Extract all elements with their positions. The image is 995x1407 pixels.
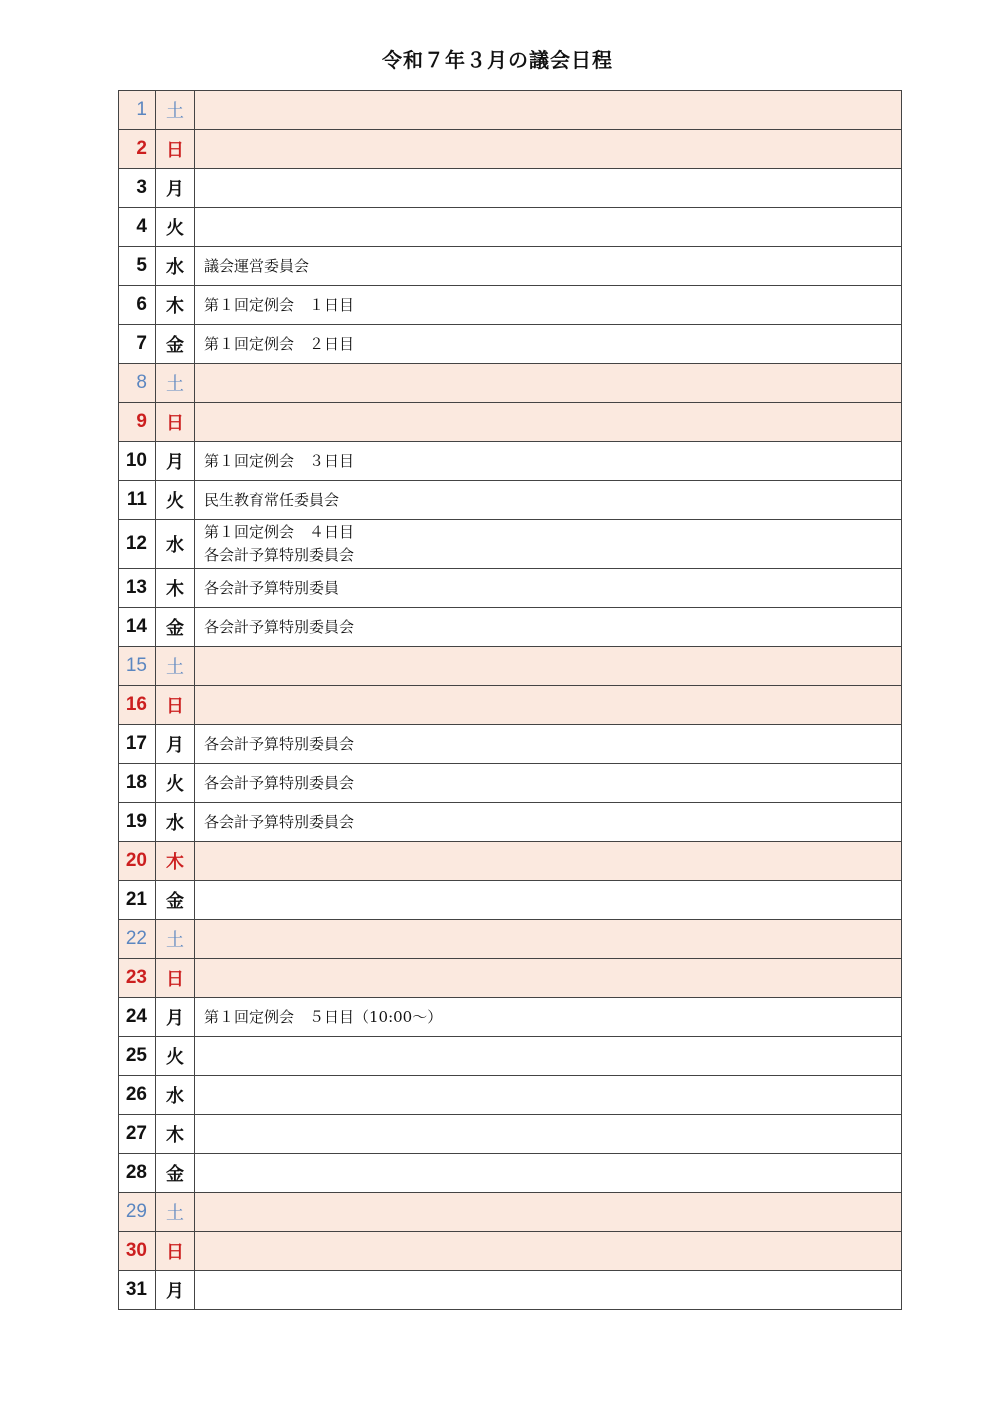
- event-text: 民生教育常任委員会: [204, 490, 340, 509]
- table-row: [119, 1154, 902, 1193]
- day-number: 6: [119, 286, 156, 325]
- weekday-label: 日: [156, 686, 195, 725]
- table-row: [119, 686, 902, 725]
- event-cell: [195, 403, 902, 442]
- event-text: 各会計予算特別委員会: [204, 812, 355, 831]
- table-row: [119, 881, 902, 920]
- day-number: 2: [119, 130, 156, 169]
- weekday-label: 月: [156, 998, 195, 1037]
- event-cell: [195, 998, 902, 1037]
- day-number: 24: [119, 998, 156, 1037]
- event-text: 各会計予算特別委員会: [204, 734, 355, 753]
- event-cell: [195, 481, 902, 520]
- event-cell: [195, 442, 902, 481]
- table-row: [119, 1271, 902, 1310]
- event-text: 第１回定例会 ４日目: [204, 523, 355, 541]
- weekday-label: 土: [156, 647, 195, 686]
- day-number: 19: [119, 803, 156, 842]
- day-number: 28: [119, 1154, 156, 1193]
- event-cell: [195, 169, 902, 208]
- weekday-label: 水: [156, 247, 195, 286]
- weekday-label: 日: [156, 130, 195, 169]
- day-number: 9: [119, 403, 156, 442]
- day-number: 29: [119, 1193, 156, 1232]
- table-row: [119, 442, 902, 481]
- table-row: [119, 1115, 902, 1154]
- table-row: [119, 247, 902, 286]
- table-row: [119, 169, 902, 208]
- weekday-label: 火: [156, 208, 195, 247]
- event-text: 各会計予算特別委員会: [204, 546, 355, 564]
- event-cell: [195, 364, 902, 403]
- day-number: 20: [119, 842, 156, 881]
- weekday-label: 水: [156, 803, 195, 842]
- weekday-label: 日: [156, 1232, 195, 1271]
- event-cell: [195, 725, 902, 764]
- event-cell: [195, 647, 902, 686]
- weekday-label: 木: [156, 569, 195, 608]
- day-number: 15: [119, 647, 156, 686]
- weekday-label: 月: [156, 1271, 195, 1310]
- day-number: 12: [119, 520, 156, 569]
- event-text: 議会運営委員会: [204, 256, 310, 275]
- event-cell: [195, 520, 902, 569]
- weekday-label: 水: [156, 520, 195, 569]
- day-number: 5: [119, 247, 156, 286]
- day-number: 18: [119, 764, 156, 803]
- event-cell: [195, 569, 902, 608]
- schedule-body: [119, 91, 902, 1310]
- day-number: 4: [119, 208, 156, 247]
- event-cell: [195, 208, 902, 247]
- table-row: [119, 998, 902, 1037]
- table-row: [119, 764, 902, 803]
- day-number: 14: [119, 608, 156, 647]
- day-number: 10: [119, 442, 156, 481]
- table-row: [119, 1076, 902, 1115]
- event-text: 第１回定例会 ２日目: [204, 334, 355, 353]
- table-row: [119, 481, 902, 520]
- event-cell: [195, 881, 902, 920]
- day-number: 8: [119, 364, 156, 403]
- event-cell: [195, 686, 902, 725]
- event-cell: [195, 130, 902, 169]
- table-row: [119, 608, 902, 647]
- day-number: 7: [119, 325, 156, 364]
- event-cell: [195, 247, 902, 286]
- day-number: 25: [119, 1037, 156, 1076]
- table-row: [119, 959, 902, 998]
- day-number: 23: [119, 959, 156, 998]
- day-number: 13: [119, 569, 156, 608]
- weekday-label: 金: [156, 881, 195, 920]
- event-text: 各会計予算特別委員会: [204, 773, 355, 792]
- table-row: [119, 920, 902, 959]
- weekday-label: 土: [156, 1193, 195, 1232]
- table-row: [119, 647, 902, 686]
- event-cell: [195, 1271, 902, 1310]
- day-number: 16: [119, 686, 156, 725]
- weekday-label: 木: [156, 842, 195, 881]
- day-number: 30: [119, 1232, 156, 1271]
- table-row: [119, 364, 902, 403]
- event-cell: [195, 1154, 902, 1193]
- table-row: [119, 842, 902, 881]
- weekday-label: 日: [156, 959, 195, 998]
- day-number: 3: [119, 169, 156, 208]
- event-text: 各会計予算特別委員会: [204, 617, 355, 636]
- table-row: [119, 569, 902, 608]
- event-cell: [195, 920, 902, 959]
- event-cell: [195, 764, 902, 803]
- event-cell: [195, 842, 902, 881]
- table-row: [119, 725, 902, 764]
- schedule-table: [118, 90, 902, 1310]
- table-row: [119, 208, 902, 247]
- weekday-label: 金: [156, 325, 195, 364]
- event-cell: [195, 1037, 902, 1076]
- weekday-label: 金: [156, 608, 195, 647]
- weekday-label: 日: [156, 403, 195, 442]
- weekday-label: 水: [156, 1076, 195, 1115]
- table-row: [119, 520, 902, 569]
- event-text: 第１回定例会 ３日目: [204, 451, 355, 470]
- event-cell: [195, 1115, 902, 1154]
- page-title: 令和７年３月の議会日程: [382, 48, 613, 72]
- table-row: [119, 325, 902, 364]
- table-row: [119, 130, 902, 169]
- weekday-label: 月: [156, 725, 195, 764]
- event-cell: [195, 325, 902, 364]
- weekday-label: 火: [156, 481, 195, 520]
- table-row: [119, 286, 902, 325]
- weekday-label: 木: [156, 1115, 195, 1154]
- table-row: [119, 1037, 902, 1076]
- day-number: 11: [119, 481, 156, 520]
- day-number: 27: [119, 1115, 156, 1154]
- event-cell: [195, 1193, 902, 1232]
- table-row: [119, 403, 902, 442]
- table-row: [119, 91, 902, 130]
- event-cell: [195, 959, 902, 998]
- event-cell: [195, 91, 902, 130]
- event-cell: [195, 608, 902, 647]
- table-row: [119, 1232, 902, 1271]
- day-number: 17: [119, 725, 156, 764]
- weekday-label: 火: [156, 764, 195, 803]
- event-cell: [195, 803, 902, 842]
- day-number: 22: [119, 920, 156, 959]
- weekday-label: 月: [156, 442, 195, 481]
- event-text: 第１回定例会 １日目: [204, 295, 355, 314]
- event-cell: [195, 1076, 902, 1115]
- weekday-label: 月: [156, 169, 195, 208]
- weekday-label: 土: [156, 91, 195, 130]
- event-cell: [195, 286, 902, 325]
- weekday-label: 金: [156, 1154, 195, 1193]
- event-text: 第１回定例会 ５日目（10:00～）: [204, 1007, 443, 1026]
- day-number: 1: [119, 91, 156, 130]
- day-number: 21: [119, 881, 156, 920]
- weekday-label: 土: [156, 920, 195, 959]
- table-row: [119, 1193, 902, 1232]
- weekday-label: 土: [156, 364, 195, 403]
- weekday-label: 火: [156, 1037, 195, 1076]
- day-number: 26: [119, 1076, 156, 1115]
- weekday-label: 木: [156, 286, 195, 325]
- event-cell: [195, 1232, 902, 1271]
- event-text: 各会計予算特別委員: [204, 578, 340, 597]
- day-number: 31: [119, 1271, 156, 1310]
- table-row: [119, 803, 902, 842]
